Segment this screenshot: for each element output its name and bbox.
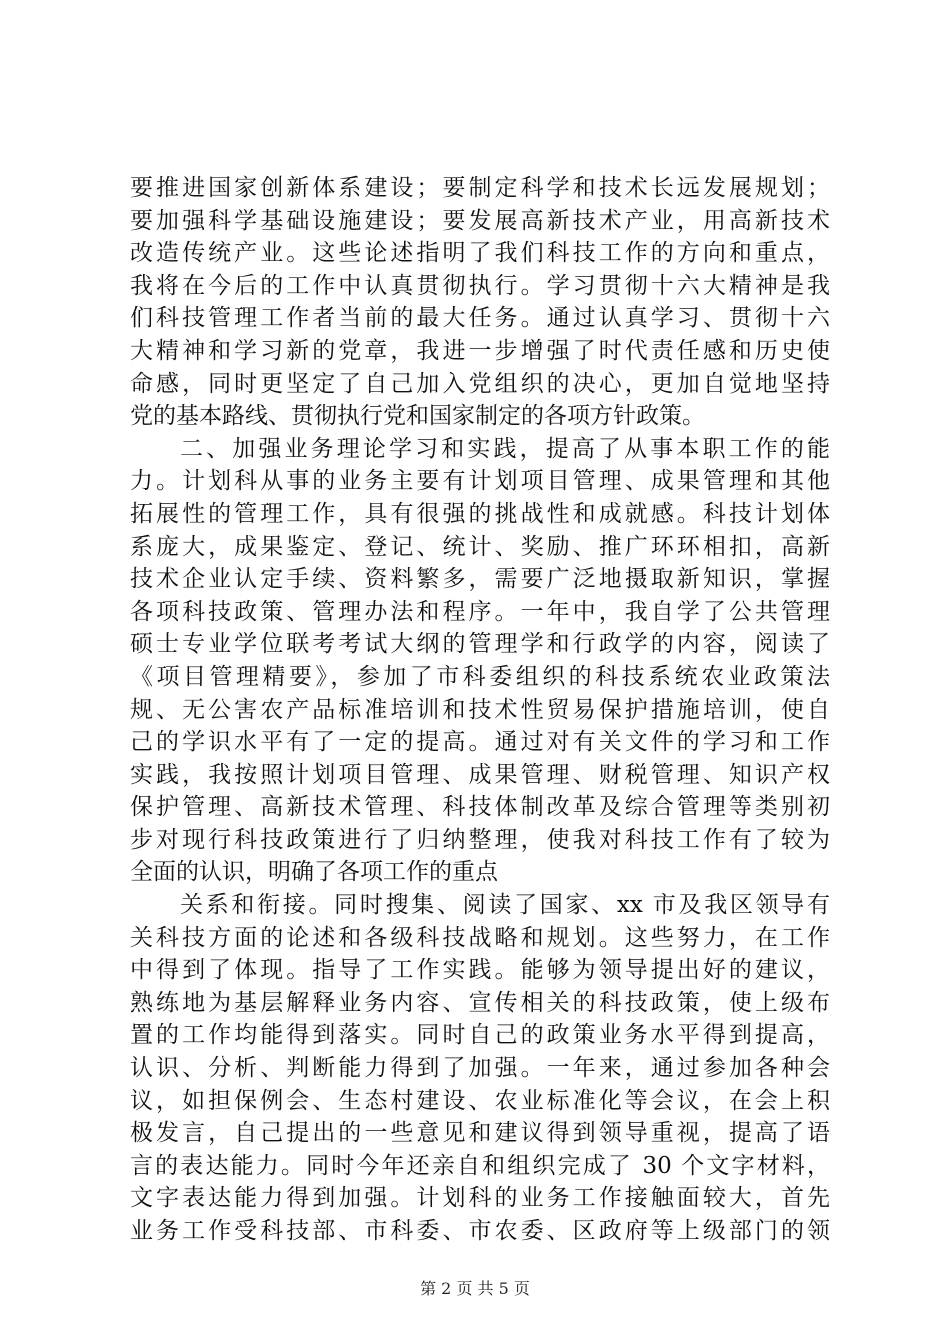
text-line: 熟练地为基层解释业务内容、宣传相关的科技政策，使上级布: [130, 989, 830, 1016]
text-line: 实践，我按照计划项目管理、成果管理、财税管理、知识产权: [130, 761, 830, 788]
text-line: 硕士专业学位联考考试大纲的管理学和行政学的内容，阅读了: [130, 631, 830, 658]
text-line: 议，如担保例会、生态村建设、农业标准化等会议，在会上积: [130, 1087, 830, 1114]
text-line: 改造传统产业。这些论述指明了我们科技工作的方向和重点，: [130, 240, 830, 267]
text-line: 步对现行科技政策进行了归纳整理，使我对科技工作有了较为: [130, 826, 830, 853]
text-line: 力。计划科从事的业务主要有计划项目管理、成果管理和其他: [130, 468, 830, 495]
text-line: 文字表达能力得到加强。计划科的业务工作接触面较大，首先: [130, 1185, 830, 1212]
text-line: 言的表达能力。同时今年还亲自和组织完成了 30 个文字材料，: [130, 1152, 830, 1179]
text-line: 拓展性的管理工作，具有很强的挑战性和成就感。科技计划体: [130, 500, 830, 527]
text-line: 认识、分析、判断能力得到了加强。一年来，通过参加各种会: [130, 1055, 830, 1082]
text-line: 系庞大，成果鉴定、登记、统计、奖励、推广环环相扣，高新: [130, 533, 830, 560]
text-line: 业务工作受科技部、市科委、市农委、区政府等上级部门的领: [130, 1218, 830, 1244]
text-line: 极发言，自己提出的一些意见和建议得到领导重视，提高了语: [130, 1120, 830, 1147]
text-line: 关科技方面的论述和各级科技战略和规划。这些努力，在工作: [130, 924, 830, 951]
text-line: 《项目管理精要》，参加了市科委组织的科技系统农业政策法: [130, 663, 830, 690]
text-line: 保护管理、高新技术管理、科技体制改革及综合管理等类别初: [130, 794, 830, 821]
text-line: 党的基本路线、贯彻执行党和国家制定的各项方针政策。: [130, 403, 705, 430]
text-line: 命感，同时更坚定了自己加入党组织的决心，更加自觉地坚持: [130, 370, 830, 397]
page-number-footer: 第 2 页 共 5 页: [420, 1279, 530, 1298]
text-line: 我将在今后的工作中认真贯彻执行。学习贯彻十六大精神是我: [130, 272, 830, 299]
text-line: 要加强科学基础设施建设；要发展高新技术产业，用高新技术: [130, 207, 830, 234]
text-line: 们科技管理工作者当前的最大任务。通过认真学习、贯彻十六: [130, 305, 830, 332]
text-line: 要推进国家创新体系建设；要制定科学和技术长远发展规划；: [130, 175, 830, 201]
text-line: 中得到了体现。指导了工作实践。能够为领导提出好的建议，: [130, 957, 830, 984]
text-line: 各项科技政策、管理办法和程序。一年中，我自学了公共管理: [130, 598, 830, 625]
text-line: 置的工作均能得到落实。同时自己的政策业务水平得到提高，: [130, 1022, 830, 1049]
text-line: 大精神和学习新的党章，我进一步增强了时代责任感和历史使: [130, 337, 830, 364]
text-line: 全面的认识，明确了各项工作的重点: [130, 859, 498, 886]
document-body: [130, 172, 830, 1248]
text-line: 规、无公害农产品标准培训和技术性贸易保护措施培训，使自: [130, 696, 830, 723]
paragraph-start-line: 二、加强业务理论学习和实践，提高了从事本职工作的能: [180, 435, 830, 462]
text-line: 技术企业认定手续、资料繁多，需要广泛地摄取新知识，掌握: [130, 566, 830, 593]
paragraph-start-line: 关系和衔接。同时搜集、阅读了国家、xx 市及我区领导有: [180, 892, 830, 919]
text-line: 己的学识水平有了一定的提高。通过对有关文件的学习和工作: [130, 729, 830, 756]
